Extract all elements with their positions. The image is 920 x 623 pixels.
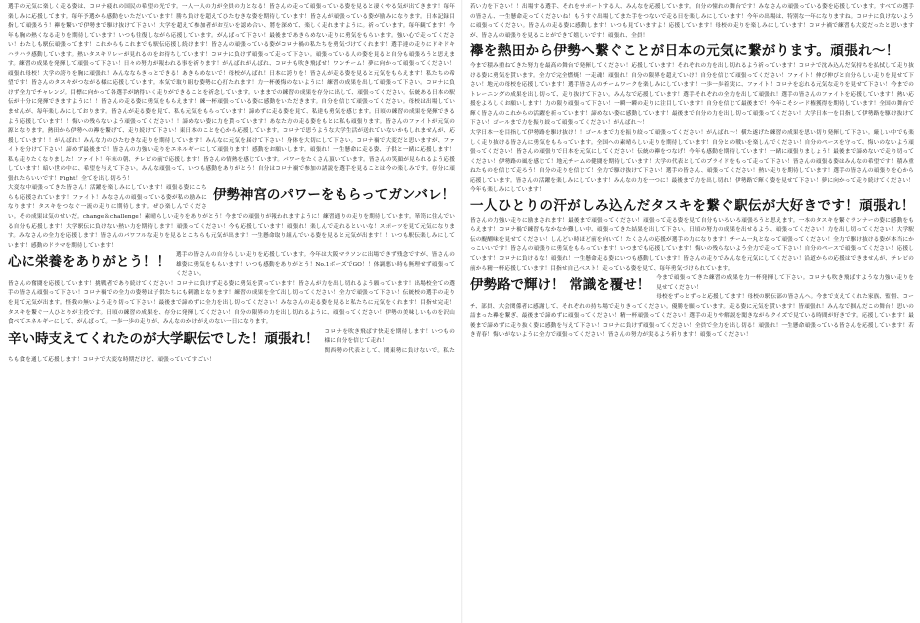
right-headline-3: 伊勢路で輝け！ 常識を覆せ！ — [470, 277, 651, 294]
left-headline-2: 心に栄養をありがとう！！ — [8, 254, 170, 271]
right-block-3-side-text: 今まで頑張ってきた練習の成果を力一杯発揮して下さい。コロナも吹き飛ばすような力強い走りを見せてください！ — [656, 275, 914, 291]
right-headline-2: 一人ひとりの汗がしみ込んだタスキを繋ぐ駅伝が大好きです！頑張れ！ — [470, 197, 915, 214]
right-page — [466, 0, 918, 623]
left-page — [4, 0, 459, 623]
left-headline-3: 辛い時支えてくれたのが大学駅伝でした！頑張れ！ — [8, 330, 319, 347]
left-side-headline-1: 伊勢神宮のパワーをもらってガンバレ！ — [212, 187, 455, 204]
right-block-1-text: 今まで積み重ねてきた努力を最高の舞台で発揮してください！応援しています！それぞれの力を出し切れるよう祈っています！コロナで沈み込んだ気持ちを払拭して走り抜ける姿に勇気を貰います。全力で完全燃焼！一走魂！頑張れ！自分の限界を超えていけ！自分を信じて頑張ってください！ファイト！伸び伸びと自分らしい走りを見せて下さい！地元の母校を応援しています！選手皆さんのチームワークを楽しみにしています！一歩一歩着実に、ファイト！コロナを忘れる元気な走りを見せて下さい！今までのトレーニングの成果を出し切って、走り抜けて下さい。みんなで応援しています！選手それぞれの全力を出して頑張れ！選手の皆さんのファイトを応援しています！熱い応援をよろしくお願いします！力の限り頑張って下さい！一瞬一瞬の走りに注目しています！自分を信じて最後まで！今年こそシード権獲得を期待しています！全国の舞台で輝く皆さんのこれからの活躍を祈っています！諦めない姿に感動しています！最後まで自分の力を出し切って頑張ってください！大学日本一を目指して伊勢路を駆け抜けて下さい！ゴールまで力を振り絞って頑張ってください！がんばれ〜！ — [470, 63, 914, 127]
left-section-3 — [8, 328, 455, 366]
left-block-3-text: 関西勢の代表として、関東勢に負けないで。私たちも食を通して応援します！コロナで大変な時期だけど、頑張っていてすごい！ — [8, 347, 455, 364]
right-block-2-text: 皆さんの力強い走りに励まされます！最後まで頑張ってください！頑張って走る姿を見て自分もいろいろ頑張ろうと思えます。一本のタスキを繋ぐランナーの姿に感動をもらえます！コロナ禍で練習もなかなか難しい中、頑張ってきた結果を出して下さい。日頃の努力の成果を出せるよう、頑張ってください！力を出し切ってください！大学駅伝の醍醐味を見せてください！しんどい時ほど前を向いて！たくさんの応援が選手の力になります！チーム一丸となって頑張ってください！全力で駆け抜ける姿が本当にかっこいいです！皆さんの頑張りに勇気をもらっています！いつまでも応援しています！悔いの残らないよう全力で走って下さい！自分のペースで頑張ってください！応援しています！コロナに負けるな！頑張れ！一生懸命走る姿にいつも感動しています！皆さんの走りでみんなを元気にしてください！沿道からの応援はできませんが、テレビの前から精一杯応援しています！目指せ自己ベスト！走っている姿を見て、毎年勇気づけられています。 — [470, 217, 914, 272]
right-intro-text: 若い力を下さい！！出場する選手、それをサポートする人、みんなを応援しています。自分の憧れの舞台です！みなさんの頑張っている姿を応援しています。すべての選手の皆さん、一生懸命走ってくださいね！もうすぐ出場してまた手をつないで走る日を楽しみにしています！今年の出場は、特別な一年になりますね。コロナに負けないように頑張ってください。皆さんの走る姿に感動します！いつも見ていますよ！応援しています！母校の走りを楽しみにしています！コロナ禍で練習も大変だったと思いますが、皆さんの頑張りを見ることができて嬉しいです！頑張れ、全員！ — [470, 4, 914, 39]
right-headline-1: 襷を熱田から伊勢へ繋ぐことが日本の元気に繋がります。頑張れ〜！ — [470, 43, 900, 60]
page-gutter — [461, 0, 463, 623]
left-block-2-text: 皆さんの奮闘を応援しています！挑戦者であり続けてください！コロナに負けず走る姿に勇気を貰っています！皆さんが力を出し切れるよう願っています！出場校全ての選手の皆さん頑張って下さい！コロナ禍での全力の姿勢は子供たちにも刺激となります！練習の成果を全て出し切ってください！全力で頑張って下さい！伝統校の選手の走りを見て元気が出ます。怪我の無いよう走り切って下さい！最後まで諦めずに全力を出し切ってください！みなさんの走る姿を見ると私たちに元気をくれます！目指せ完走！タスキを繋ぐ一人ひとりが主役です。日頃の練習の成果を、存分に発揮してください！自分の限界の力を出し切れるように、頑張ってください！伊勢の美味しいものを沢山食べてエネルギーにして、がんばって。一歩一歩の走りが、みんなのかけがえのない一日になります。 — [8, 280, 455, 326]
left-block-1-text: 大変な中頑張ってきた皆さん！活躍を楽しみにしています！頑張る姿にこちらも応援されています！ファイト！みなさんの頑張っている姿が私の励みになります！タスキをつなぐ一流の走りに期待します。ぜひ楽しんでください。その成果は気のせいだ。change＆challenge！素晴らしい走りをありがとう！今までの頑張りが報われますように！練習通りの走りを期待しています。箪笥に住んでいる自分も応援します！大学駅伝に負けない熱い力を期待します！頑張ってください！今も応援しています！頑張れ！楽しんで走れるといいな！スポーツを見て元気になります。みなさんの全力を応援します！皆さんのパワフルな走りを見るとこちらも元気が出ます！一生懸命取り組んでいる姿を見ると元気が出ます！！いつも駅伝楽しみにしています！感動のドラマを期待しています！ — [8, 185, 455, 249]
left-section-2 — [8, 251, 455, 327]
right-section-3 — [470, 274, 914, 341]
left-block-3-side-text: コロナを吹き飛ばす快走を期待します！いつもの様に自分を信じて走れ！ — [324, 328, 455, 345]
left-section-1 — [8, 184, 455, 251]
left-block-2-side-text: 選手の皆さんの自分らしい走りを応援しています。今年は大阪マラソンに出場できず残念ですが、皆さんの雄姿に勇気をもらいます！いつも感動をありがとう！No.1ボーズでGO！！体調悪い時も無理せず頑張ってください。 — [176, 252, 455, 278]
right-block-1b-text: 大学日本一を目指して伊勢路を駆け抜け！！ゴールまで力を振り絞って頑張ってください！がんばれ〜！横た遂げた練習の成果を思い切り発揮して下さい。厳しい中でも楽しく走り抜ける皆さんに勇気をもらっています。全国への素晴らしい走りを期待しています！自分との戦いを楽しんでください！自分のペースを守って、悔いのないよう頑張ってください！皆さんの頑張りで日本を元気にしてください！伝統の襷をつなげ！今年も感動を期待しています！一緒に頑張りましょう！最後まで諦めないで走り切ってください！伊勢路の風を感じて！地元チームの健闘を期待しています！大学の代表としてのプライドをもって走って下さい！皆さんの頑張る姿はみんなの希望です！積み重ねたものを信じて走ろう！自分の走りを信じて！全力で駆け抜けて下さい！選手の皆さん、頑張ってください！熱い走りを期待しています！選手の皆さんの頑張りを心から応援しています。皆さんの活躍を楽しみにしています！みんなの力を一つに！最後まで力を出し切れ！伊勢路で輝く姿を見せて下さい！夢に向かって走り続けてください！今年も楽しみにしています！ — [470, 130, 914, 194]
right-block-3-text: 母校をずっとずっと応援してます！母校の駅伝部の皆さんへ。今まで支えてくれた家族、監督、コーチ、部員、大会関係者に感謝して、それぞれの持ち場で走りきってください。優勝を願っています。走る姿に元気を貰います！皆頑張れ！みんなで掴んだこの舞台！思いの詰まった襷を繋ぎ、最後まで諦めずに頑張ってください！精一杯頑張ってください！選手の走りや解説を聞きながらクイズで見ている時間が好きです。応援しています！最後まで諦めずに走り抜く姿に感動を与えて下さい！コロナに負けず頑張ってください！全員で全力を出し切る！頑張れ！一生懸命頑張っている皆さんを応援しています！若き青春！悔いがないように全力で頑張ってください！皆さんの努力が実るよう祈ります！頑張ってください！ — [470, 294, 914, 339]
left-intro-text: 選手の元気に楽しく走る姿は、コロナ疲れの国民の希望の光です。一人一人の力が全員の力となる！皆さんの走って頑張っている姿を見ると凄くやる気が出てきます！毎年楽しみに応援してます。毎年予選から感動をいただいています！勝ち負けを超えてひたむきな姿を期待しています！皆さんが頑張っている姿が励みになります。日本記録目指して頑張ろう！襷を繋いで伊勢まで駆け抜けて下さい！大学を超えて参加者がお互いを認め合い、將を深めて、楽しく走れますように。祈っています。毎年観てます！今年も胸の熱くなる走りを期待しています！いつも往復しながら応援しています。がんばって下さい！最後まであきらめない走りに勇気をもらいます。強い心で走ってください！わたしも駅伝頑張ってます！これからもこれまでも駅伝応援し続けます！皆さんの頑張っている姿がコロナ禍の私たちを勇気づけてくれます！選手達の走りにドキドキハラハラ感動しています。熱いタスキリレーが見れるのをお待ちしています！コロナに負けず頑張って走って下さい。頑張っている人の姿を見ると自分も頑張ろうと思えます。練習の成果を発揮して頑張って下さい！日々の努力が報われる事を祈ります！がんばれがんばれ、コロナも吹き飛ばせ！ワンチーム！夢に向かって頑張ってください！頑張れ母校！大学の誇りを胸に頑張れ！みんなならきっとできる！あきらめないで！母校がんばれ！日本に誇りを！皆さんが走る姿を見ると元気をもらえます！私たちの希望です！皆さんのタスキがつながる様に応援しています。本気で取り組む姿勢に心打たれます！力一杯後悔のないように！練習の成果を出して頑張って下さい。コロナに負けず全力でチャレンジ。目標に向かって各選手が納得いく走りができることを祈念しています。いままでの練習の成果を存分に出して、頑張ってください。伝統ある日本の駅伝が十分に発揮できますように！！皆さんの走る姿に勇気をもらえます！練一杯頑張っている姿に感動をいただきます。自分を信じて頑張ってください。母校は出場していませんが、毎年楽しみにしております。皆さんが走る姿を見て、私も元気をもらっています！諦めずに走る姿を見て、私達も勇気を感じます。日頃の練習の成果を発揮できるよう応援しています！！悔いの残らないよう頑張ってください！！諦めない姿に力を貰っています！あなた方の走る姿をもとに私も頑張ります。皆さんのファイトが元気の源となります。熱田から伊勢への襷を繋げて、走り続けて下さい！東日本のことを心から応援しています。コロナで思うような大学生活が送れていないかもしれませんが、応援しています！！がんばれ！みんな力のひたむきな走りを期待しています！みんなに元気を届けて下さい！身体を大切にして下さい。コロナ禍で大変だと思いますが、ファイトを分けて下さい！諦めず最後まで！皆さんの力強い走りをエネルギーにして頑張ります！感動をお願いします。頑張れ！一生懸命に走る姿、子供と一緒に応援します！私も走りたくなりました！ファイト！年末の朝、テレビの前で応援します！皆さんの情熱を感じています。パワーをたくさん頂いています。皆さんの笑顔が見られるよう応援しています！暗い世の中に、希望を与えて下さい。みんな頑張って、いつも感動をありがとう！自分はコロナ禍で参加の諸説を選手を見ることは今の楽しみです。存分に頑張れたらいいです！Fight！全てを出し切ろう！ — [8, 4, 456, 182]
